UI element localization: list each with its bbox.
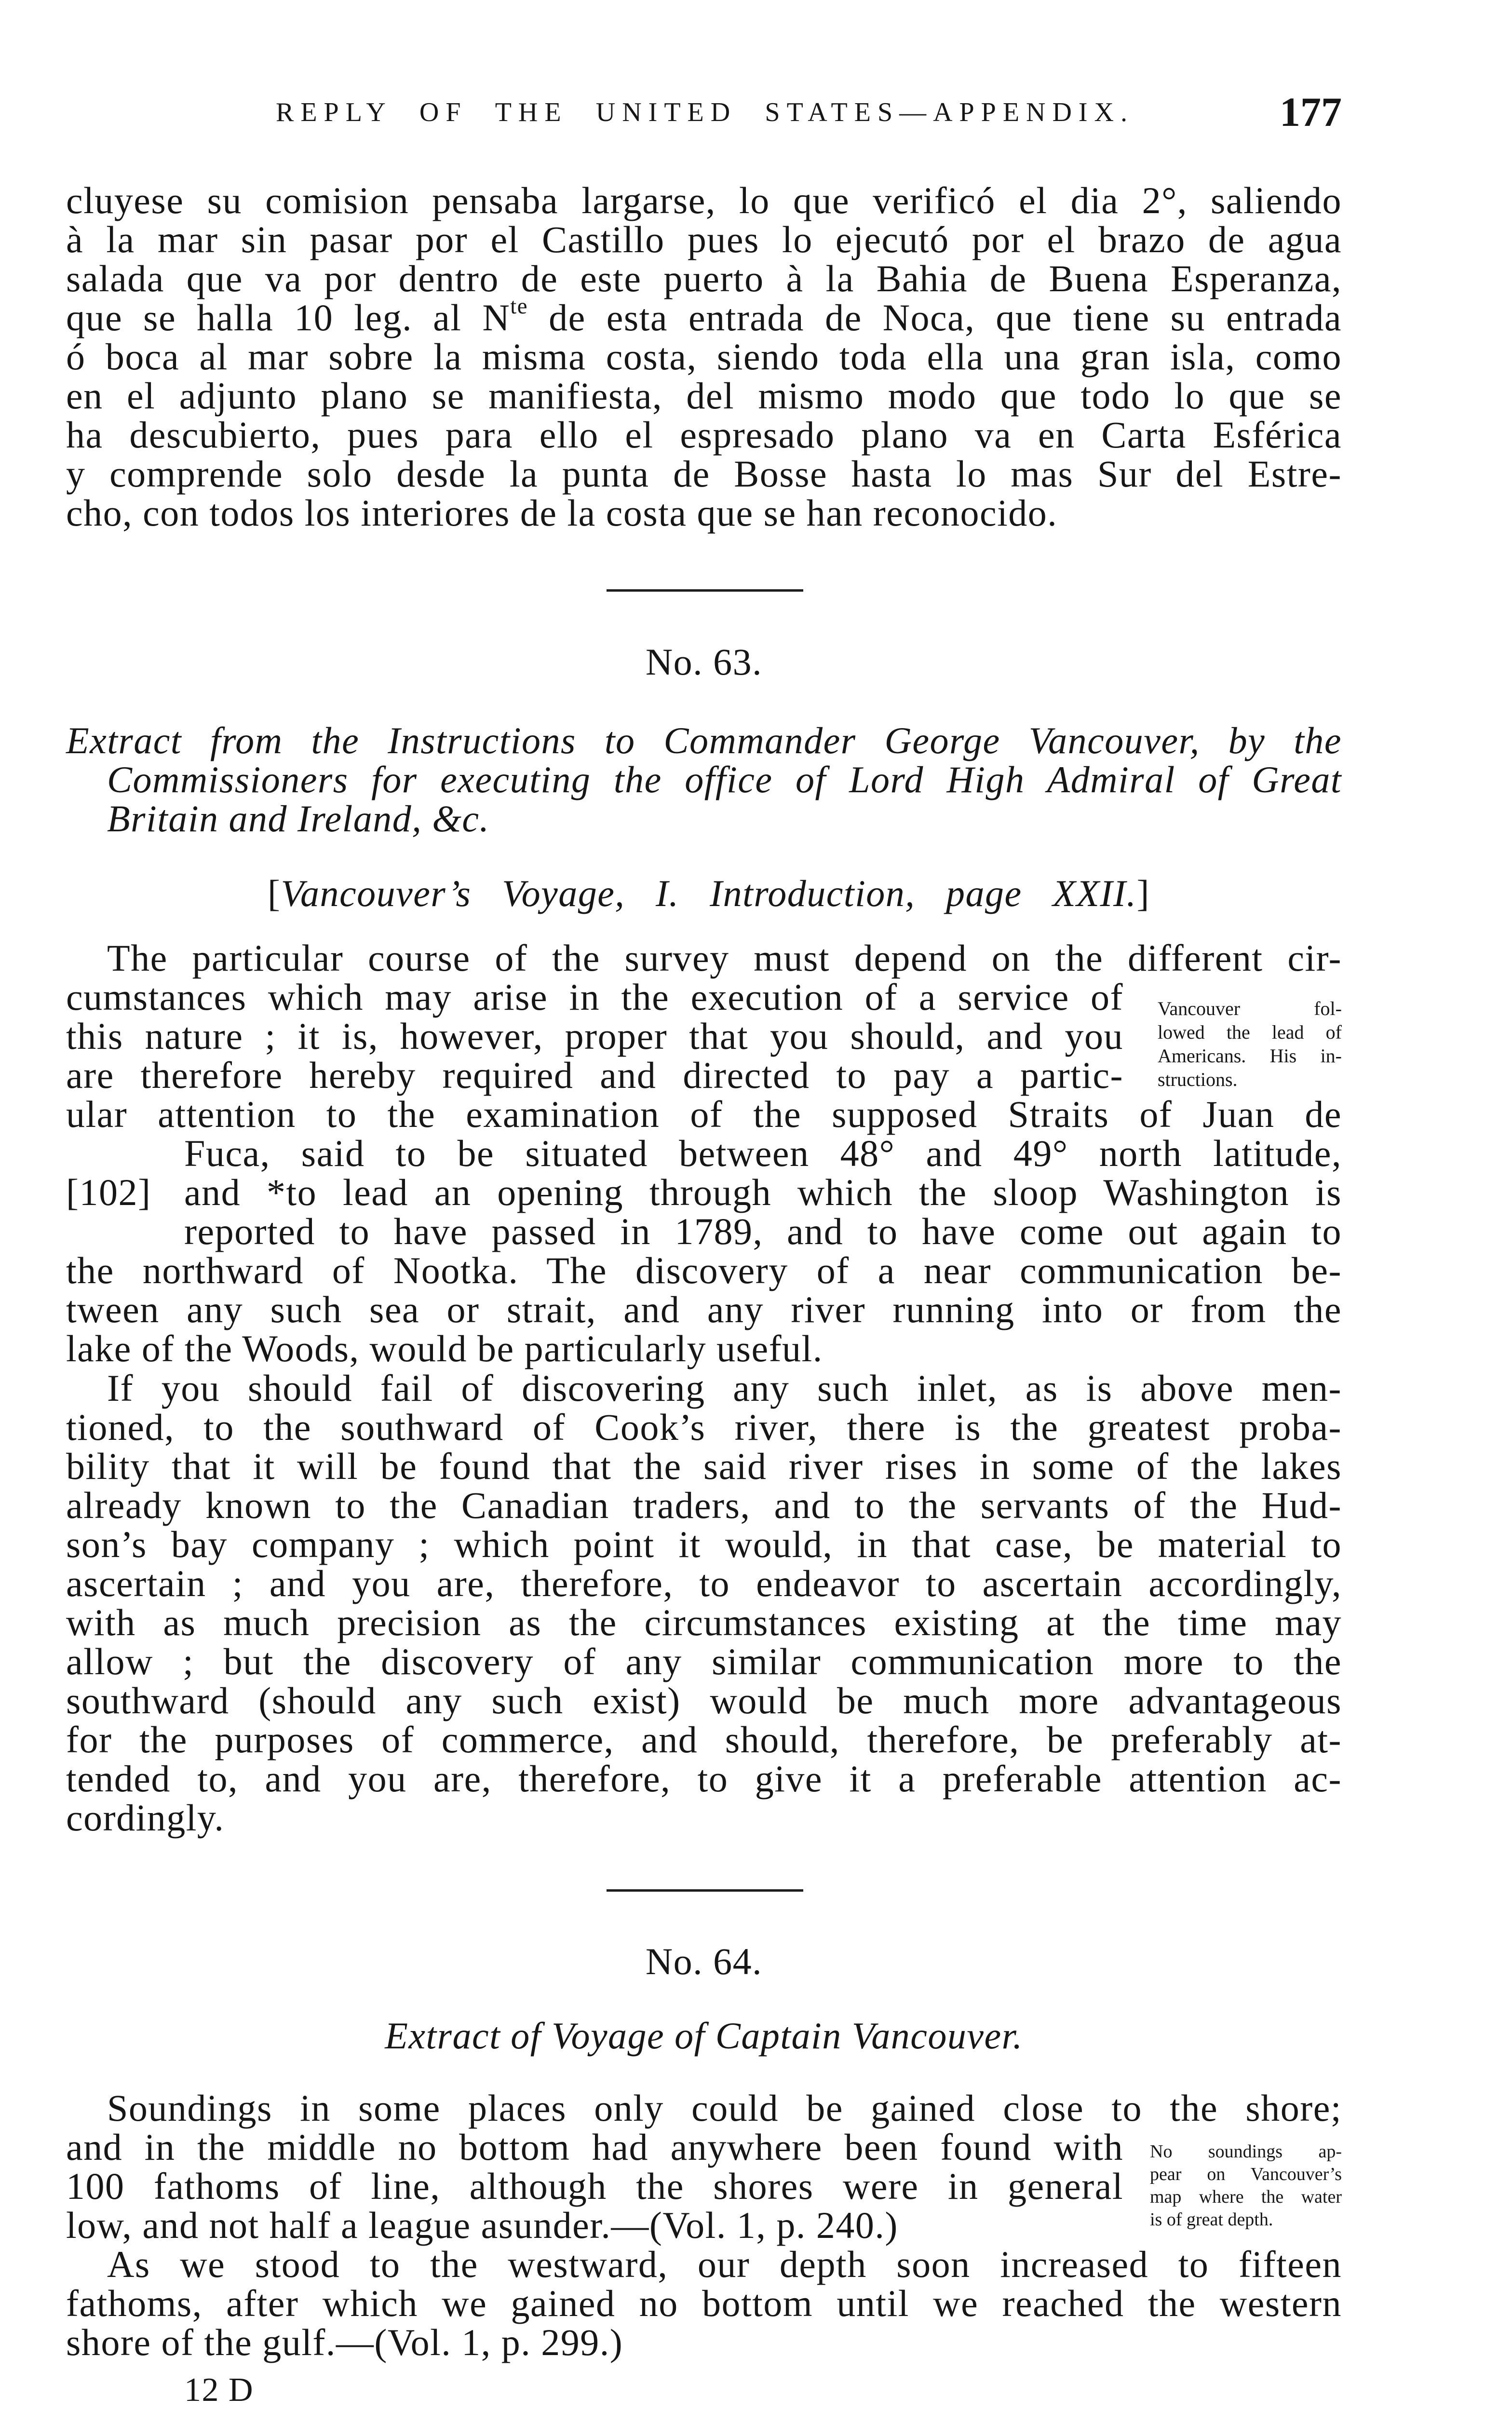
running-head-title: REPLY OF THE UNITED STATES—APPENDIX. — [276, 97, 1134, 127]
text-line: ular attention to the examination of the supposed Straits of Juan de — [66, 1093, 1342, 1135]
body-paragraph — [66, 1368, 1342, 1837]
page-marker: [102] — [66, 1171, 151, 1213]
text-line: As we stood to the westward, our depth soon increased to fifteen — [107, 2243, 1342, 2285]
margin-note — [1150, 2140, 1342, 2231]
section-divider — [607, 589, 803, 592]
text-line: ó boca al mar sobre la misma costa, siendo toda ella una gran isla, como — [66, 336, 1342, 378]
text-line: Soundings in some places only could be gained close to the shore; — [107, 2087, 1342, 2129]
text-line: allow ; but the discovery of any similar communication more to the — [66, 1640, 1342, 1682]
text-segment: and *to lead an opening through which the sloop Washington is — [184, 1171, 1342, 1213]
text-line — [66, 293, 1342, 339]
title-line: Commissioners for executing the office of Lord High Admiral of Great — [107, 759, 1342, 800]
text-line: and in the middle no bottom had anywhere been found with — [66, 2126, 1123, 2168]
note-line: map where the water — [1150, 2187, 1342, 2207]
text-line: cordingly. — [66, 1797, 225, 1839]
text-line: y comprende solo desde la punta de Bosse hasta lo mas Sur del Estre- — [66, 453, 1342, 495]
page-number: 177 — [1280, 89, 1342, 135]
text-line: 100 fathoms of line, although the shores were in general — [66, 2165, 1123, 2207]
note-line: structions. — [1158, 1069, 1238, 1090]
text-line: are therefore hereby required and directed to pay a partic- — [66, 1054, 1123, 1096]
citation — [268, 874, 1150, 913]
title-line: Britain and Ireland, &c. — [107, 798, 490, 840]
document-title — [66, 721, 1342, 838]
text-line: already known to the Canadian traders, and to the servants of the Hud- — [66, 1484, 1342, 1526]
text-line: low, and not half a league asunder.—(Vol. 1, p. 240.) — [66, 2204, 898, 2246]
text-line: son’s bay company ; which point it would, in that case, be material to — [66, 1523, 1342, 1565]
text-line: ascertain ; and you are, therefore, to endeavor to ascertain accordingly, — [66, 1562, 1342, 1604]
text-line: for the purposes of commerce, and should, therefore, be preferably at- — [66, 1719, 1342, 1761]
text-line: bility that it will be found that the said river rises in some of the lakes — [66, 1445, 1342, 1487]
text-line: salada que va por dentro de este puerto à la Bahia de Buena Esperanza, — [66, 257, 1342, 299]
note-line: pear on Vancouver’s — [1150, 2164, 1342, 2184]
superscript: te — [510, 293, 528, 319]
citation-bracket: [ — [268, 872, 281, 914]
document-title: Extract of Voyage of Captain Vancouver. — [385, 2015, 1023, 2057]
continuation-paragraph — [66, 181, 1342, 532]
signature-mark: 12 D — [184, 2371, 254, 2409]
text-line: The particular course of the survey must depend on the different cir- — [107, 937, 1342, 979]
text-line: shore of the gulf.—(Vol. 1, p. 299.) — [66, 2321, 623, 2363]
text-line: tioned, to the southward of Cook’s river, there is the greatest proba- — [66, 1406, 1342, 1448]
text-line: southward (should any such exist) would be much more advantageous — [66, 1680, 1342, 1721]
document-number: No. 64. — [645, 1940, 763, 1982]
text-line: tween any such sea or strait, and any river running into or from the — [66, 1288, 1342, 1330]
margin-note — [1158, 997, 1342, 1091]
body-paragraph — [66, 938, 1342, 1368]
text-line: fathoms, after which we gained no bottom until we reached the western — [66, 2282, 1342, 2324]
body-paragraph — [66, 2245, 1342, 2362]
citation-bracket: ] — [1136, 872, 1150, 914]
title-line: Extract from the Instructions to Commander George Vancouver, by the — [66, 719, 1342, 761]
text-line: tended to, and you are, therefore, to give it a preferable attention ac- — [66, 1758, 1342, 1800]
text-line: en el adjunto plano se manifiesta, del mismo modo que todo lo que se — [66, 375, 1342, 417]
text-line: cumstances which may arise in the execution of a service of — [66, 976, 1123, 1018]
citation-text: Vancouver’s Voyage, I. Introduction, page XXII. — [281, 872, 1137, 914]
text-line: ha descubierto, pues para ello el espresado plano va en Carta Esférica — [66, 414, 1342, 456]
text-line: If you should fail of discovering any such inlet, as is above men- — [107, 1367, 1342, 1409]
text-line: this nature ; it is, however, proper that you should, and you — [66, 1015, 1123, 1057]
text-line: cluyese su comision pensaba largarse, lo que verificó el dia 2°, saliendo — [66, 179, 1342, 221]
document-number: No. 63. — [645, 641, 763, 683]
text-line: cho, con todos los interiores de la costa que se han reconocido. — [66, 492, 1058, 534]
text-line: reported to have passed in 1789, and to have come out again to — [184, 1210, 1342, 1252]
text-segment: de esta entrada de Noca, que tiene su entrada — [528, 297, 1342, 339]
note-line: No soundings ap- — [1150, 2141, 1342, 2162]
text-line: lake of the Woods, would be particularly useful. — [66, 1327, 823, 1369]
note-line: is of great depth. — [1150, 2209, 1273, 2230]
text-line: à la mar sin pasar por el Castillo pues lo ejecutó por el brazo de agua — [66, 218, 1342, 260]
text-line: Fuca, said to be situated between 48° and 49° north latitude, — [184, 1132, 1342, 1174]
text-line: the northward of Nootka. The discovery of a near communication be- — [66, 1249, 1342, 1291]
note-line: Vancouver fol- — [1158, 998, 1342, 1019]
text-segment: que se halla 10 leg. al N — [66, 297, 511, 339]
note-line: lowed the lead of — [1158, 1021, 1342, 1043]
text-line: with as much precision as the circumstances existing at the time may — [66, 1601, 1342, 1643]
note-line: Americans. His in- — [1158, 1045, 1342, 1067]
section-divider — [607, 1889, 803, 1892]
text-line — [66, 1171, 1342, 1213]
